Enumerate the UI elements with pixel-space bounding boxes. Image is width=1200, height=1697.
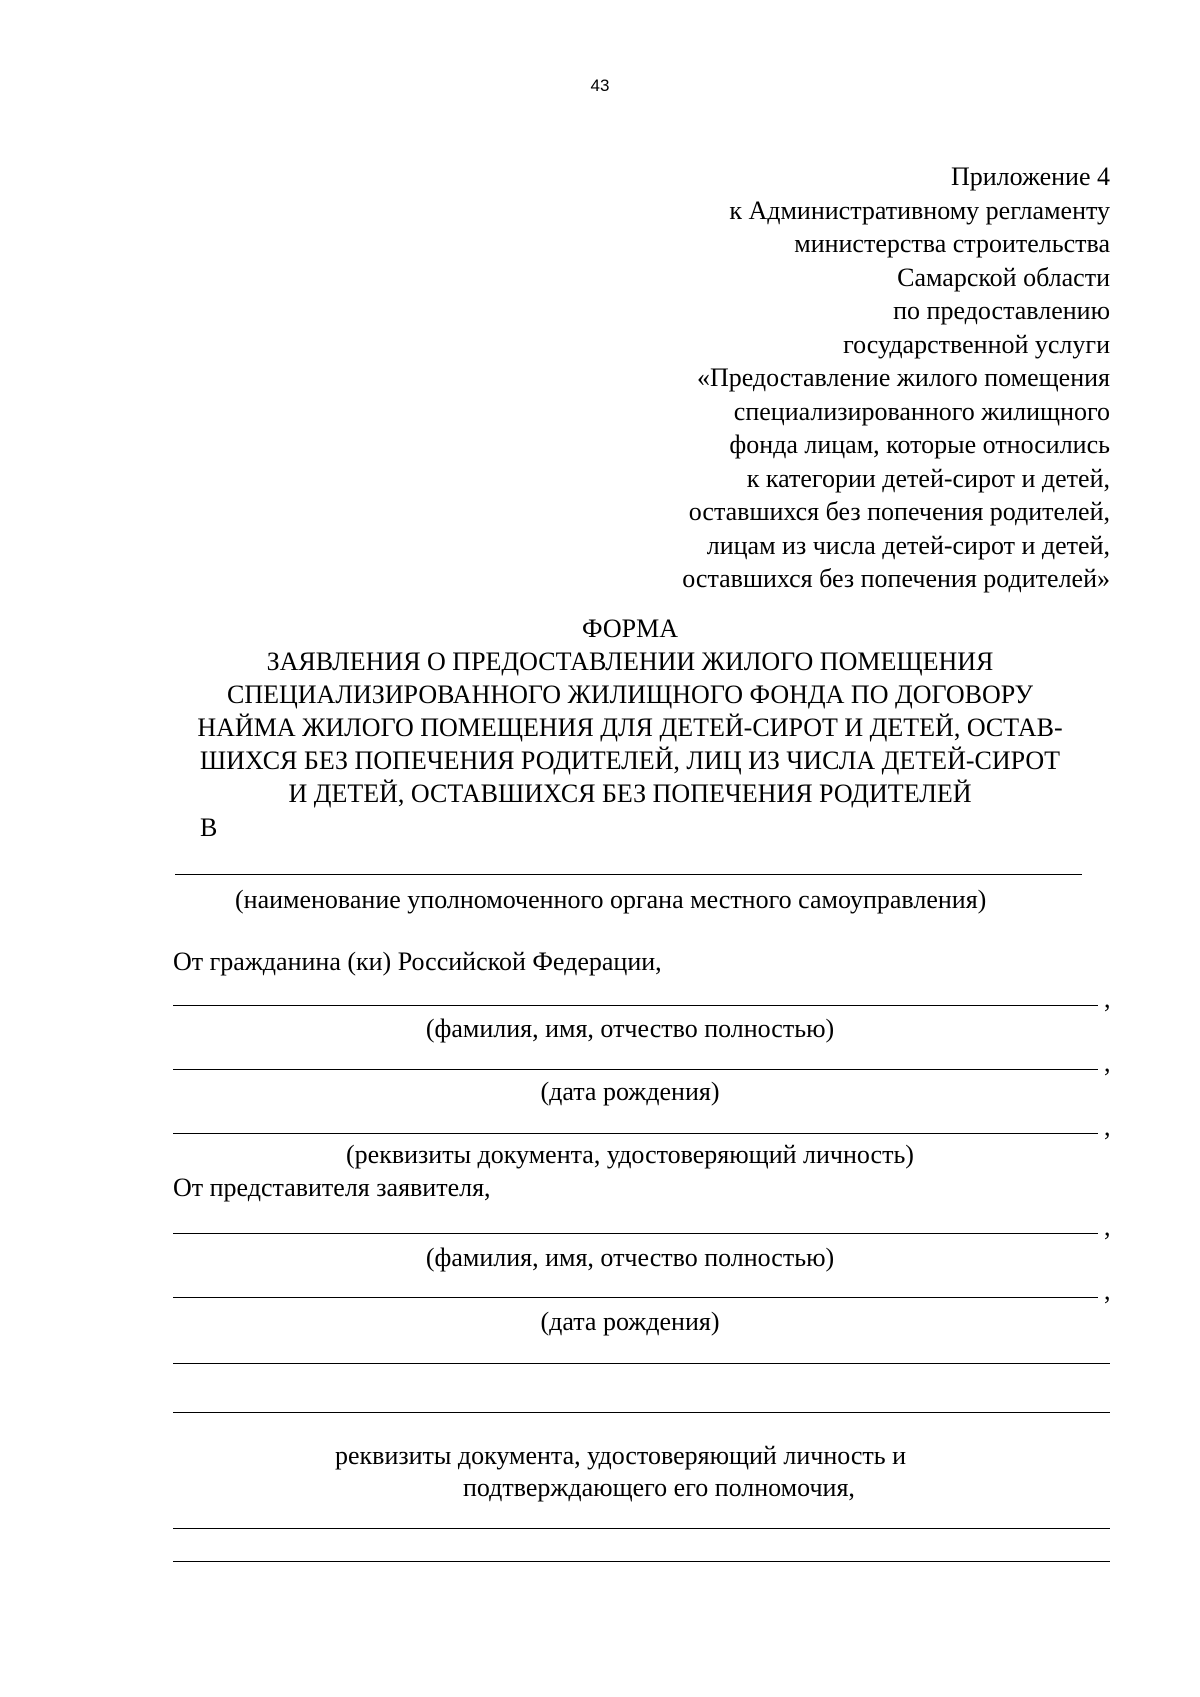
citizen-label: От гражданина (ки) Российской Федерации, (173, 947, 662, 976)
appendix-header (682, 160, 1110, 596)
appendix-line: Приложение 4 (950, 162, 1110, 191)
form-title-line: И ДЕТЕЙ, ОСТАВШИХСЯ БЕЗ ПОПЕЧЕНИЯ РОДИТЕЛЕЙ (288, 779, 972, 808)
rep-extra-field[interactable] (173, 1363, 1110, 1364)
page-number: 43 (590, 76, 610, 95)
line-end-comma: , (1104, 1048, 1111, 1077)
citizen-document-caption: (реквизиты документа, удостоверяющий личность) (346, 1140, 914, 1169)
form-title-line: ШИХСЯ БЕЗ ПОПЕЧЕНИЯ РОДИТЕЛЕЙ, ЛИЦ ИЗ ЧИСЛА ДЕТЕЙ-СИРОТ (199, 746, 1061, 775)
rep-birthdate-field[interactable] (173, 1297, 1098, 1298)
rep-birthdate-caption: (дата рождения) (540, 1307, 720, 1336)
line-end-comma: , (1104, 984, 1111, 1013)
rep-extra-field[interactable] (173, 1412, 1110, 1413)
appendix-line: специализированного жилищного (733, 396, 1110, 426)
citizen-fullname-caption: (фамилия, имя, отчество полностью) (425, 1014, 835, 1043)
appendix-line: к Административному регламенту (729, 195, 1110, 225)
rep-fullname-caption: (фамилия, имя, отчество полностью) (425, 1243, 835, 1272)
appendix-line: фонда лицам, которые относились (729, 430, 1110, 459)
appendix-line: лицам из числа детей-сирот и детей, (706, 530, 1110, 560)
citizen-birthdate-field[interactable] (173, 1069, 1098, 1070)
appendix-line: оставшихся без попечения родителей» (682, 564, 1110, 593)
appendix-line: «Предоставление жилого помещения (696, 363, 1110, 392)
rep-document-caption: реквизиты документа, удостоверяющий личность и (335, 1441, 907, 1470)
line-end-comma: , (1104, 1212, 1111, 1241)
appendix-line: по предоставлению (893, 296, 1110, 325)
form-title (150, 612, 1110, 810)
authority-name-field[interactable] (175, 874, 1082, 875)
line-end-comma: , (1104, 1276, 1111, 1305)
form-title-line: ЗАЯВЛЕНИЯ О ПРЕДОСТАВЛЕНИИ ЖИЛОГО ПОМЕЩЕНИЯ (266, 647, 994, 676)
citizen-birthdate-caption: (дата рождения) (540, 1077, 720, 1106)
representative-label: От представителя заявителя, (173, 1173, 491, 1202)
citizen-fullname-field[interactable] (173, 1005, 1098, 1006)
appendix-line: к категории детей-сирот и детей, (746, 463, 1110, 493)
form-title-line: ФОРМА (582, 614, 678, 643)
rep-document-field[interactable] (173, 1528, 1110, 1529)
rep-document-caption: подтверждающего его полномочия, (463, 1473, 855, 1502)
form-title-line: СПЕЦИАЛИЗИРОВАННОГО ЖИЛИЩНОГО ФОНДА ПО ДОГОВОРУ (227, 680, 1033, 709)
line-end-comma: , (1104, 1112, 1111, 1141)
appendix-line: министерства строительства (794, 229, 1110, 258)
form-title-line: НАЙМА ЖИЛОГО ПОМЕЩЕНИЯ ДЛЯ ДЕТЕЙ-СИРОТ И ДЕТЕЙ, ОСТАВ- (197, 713, 1063, 742)
rep-fullname-field[interactable] (173, 1233, 1098, 1234)
citizen-document-field[interactable] (173, 1133, 1098, 1134)
authority-caption: (наименование уполномоченного органа местного самоуправления) (235, 885, 987, 914)
appendix-line: государственной услуги (843, 329, 1110, 359)
rep-document-field[interactable] (173, 1561, 1110, 1562)
appendix-line: оставшихся без попечения родителей, (688, 497, 1110, 526)
appendix-line: Самарской области (897, 262, 1110, 292)
to-prefix: В (200, 813, 218, 842)
